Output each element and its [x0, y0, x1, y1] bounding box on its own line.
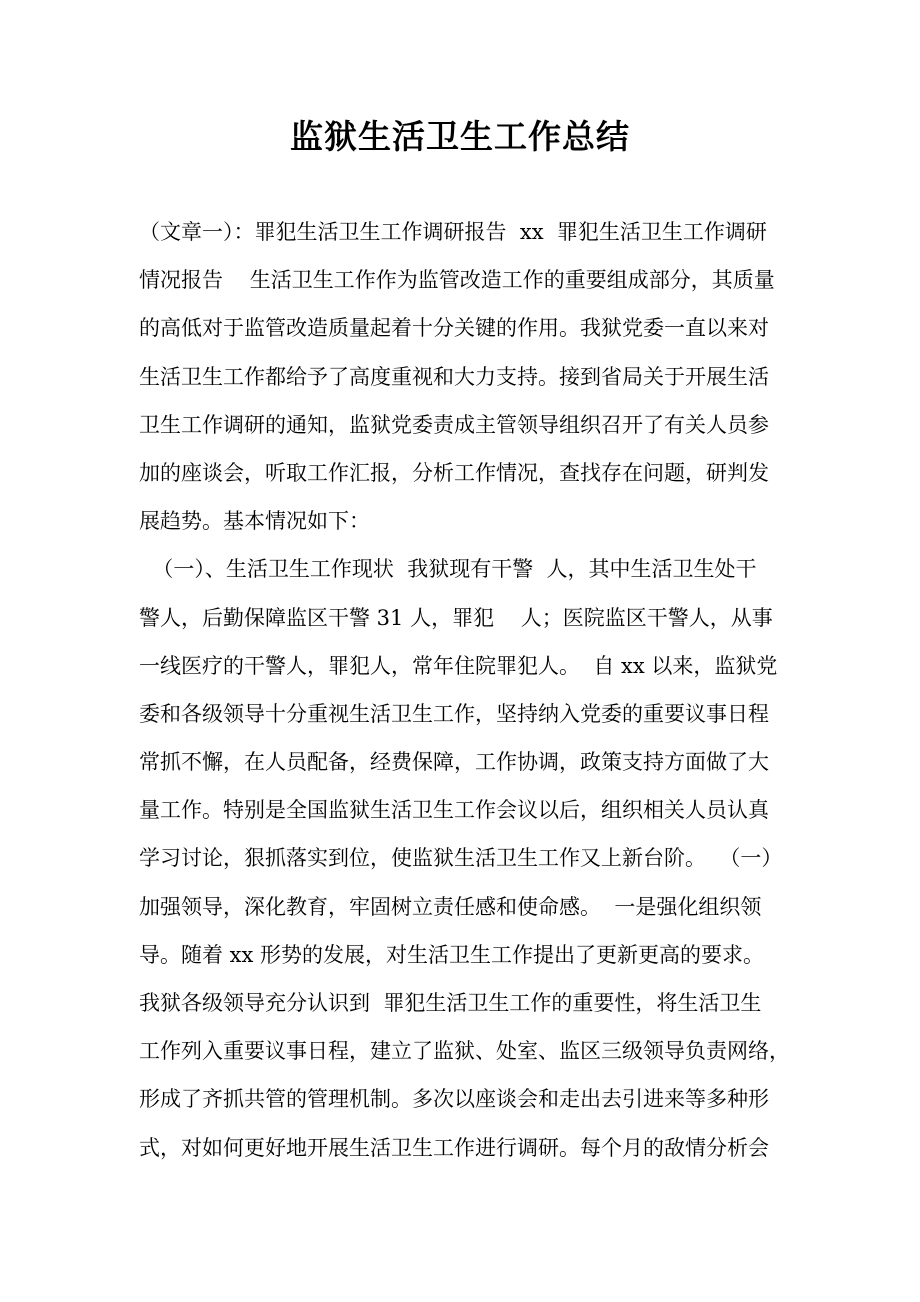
body-line: 量工作。特别是全国监狱生活卫生工作会议以后，组织相关人员认真 — [139, 798, 769, 823]
body-line: （文章一）：罪犯生活卫生工作调研报告 xx 罪犯生活卫生工作调研 — [139, 220, 767, 244]
body-line: 展趋势。基本情况如下： — [139, 509, 370, 534]
body-line: 生活卫生工作都给予了高度重视和大力支持。接到省局关于开展生活 — [139, 364, 769, 389]
document-body — [139, 208, 794, 1172]
body-line: 加强领导，深化教育，牢固树立责任感和使命感。 一是强化组织领 — [139, 894, 762, 919]
body-line: 加的座谈会，听取工作汇报，分析工作情况，查找存在问题，研判发 — [139, 460, 769, 485]
body-line: 形成了齐抓共管的管理机制。多次以座谈会和走出去引进来等多种形 — [139, 1087, 769, 1112]
body-line: 学习讨论，狠抓落实到位，使监狱生活卫生工作又上新台阶。 （一） — [139, 846, 783, 871]
body-line: 常抓不懈，在人员配备，经费保障，工作协调，政策支持方面做了大 — [139, 750, 769, 775]
body-line: 一线医疗的干警人，罪犯人，常年住院罪犯人。 自 xx 以来，监狱党 — [139, 653, 778, 678]
body-line: 工作列入重要议事日程，建立了监狱、处室、监区三级领导负责网络， — [139, 1039, 790, 1064]
body-line: 卫生工作调研的通知，监狱党委责成主管领导组织召开了有关人员参 — [139, 412, 769, 437]
body-line: 式，对如何更好地开展生活卫生工作进行调研。每个月的敌情分析会 — [139, 1135, 769, 1160]
body-line: 我狱各级领导充分认识到 罪犯生活卫生工作的重要性，将生活卫生 — [139, 991, 762, 1015]
body-line: 情况报告 生活卫生工作作为监管改造工作的重要组成部分，其质量 — [139, 268, 775, 293]
body-line: 导。随着 xx 形势的发展，对生活卫生工作提出了更新更高的要求。 — [139, 942, 765, 967]
body-line: 的高低对于监管改造质量起着十分关键的作用。我狱党委一直以来对 — [139, 316, 769, 341]
document-title: 监狱生活卫生工作总结 — [290, 117, 630, 156]
body-line: 警人，后勤保障监区干警 31 人，罪犯 人；医院监区干警人，从事 — [139, 605, 773, 630]
body-line: 委和各级领导十分重视生活卫生工作，坚持纳入党委的重要议事日程 — [139, 701, 769, 726]
body-line: （一）、生活卫生工作现状 我狱现有干警 人，其中生活卫生处干 — [139, 557, 757, 582]
